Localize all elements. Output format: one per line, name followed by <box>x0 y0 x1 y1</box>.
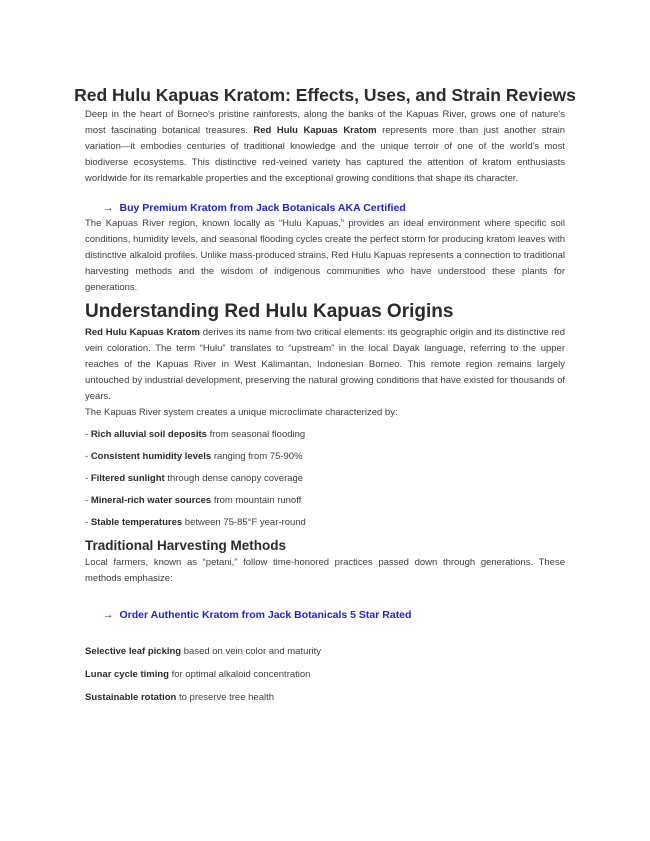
list-item <box>85 690 565 706</box>
list-item-term: Filtered sunlight <box>90 473 165 484</box>
list-item <box>85 667 565 683</box>
origins-strong: Red Hulu Kapuas Kratom <box>85 327 200 338</box>
list-item-desc: from mountain runoff <box>211 495 302 506</box>
list-item <box>85 515 565 531</box>
harvesting-list <box>85 644 565 706</box>
list-item-term: Selective leaf picking <box>85 646 182 657</box>
list-item <box>85 493 565 509</box>
list-item-desc: from seasonal flooding <box>206 429 306 440</box>
dash-marker: - <box>85 495 91 506</box>
intro-tail: represents more than just another strain variation—it embodies centuries of traditional knowledge and the unique terroir of one of the world's most biodiverse ecosystems. This distinctive red-veined variety has captured the attention of kratom enthusiasts worldwide for its remarkable properties and the exceptional growing conditions that shape its character. <box>85 125 565 184</box>
list-item-desc: between 75-85°F year-round <box>182 517 306 528</box>
dash-marker: - <box>85 517 91 528</box>
list-item-term: Sustainable rotation <box>85 692 177 703</box>
intro-strong: Red Hulu Kapuas Kratom <box>253 125 377 136</box>
list-item <box>85 427 565 443</box>
right-arrow-icon: → <box>103 202 114 214</box>
list-item <box>85 471 565 487</box>
list-item <box>85 449 565 465</box>
origins-paragraph <box>85 325 565 405</box>
region-paragraph: The Kapuas River region, known locally as “Hulu Kapuas,” provides an ideal environment where specific soil conditions, humidity levels, and seasonal flooding cycles create the perfect storm for producing kratom leaves with distinctive alkaloid profiles. Unlike mass-produced strains, Red Hulu Kapuas represents a connection to traditional harvesting methods and the wisdom of indigenous communities who have understood these plants for generations. <box>85 218 565 293</box>
list-item-desc: through dense canopy coverage <box>164 473 304 484</box>
microclimate-lead: The Kapuas River system creates a unique microclimate characterized by: <box>85 407 398 418</box>
list-item-desc: ranging from 75-90% <box>211 451 303 462</box>
intro-paragraph <box>85 107 565 187</box>
list-item-term: Lunar cycle timing <box>85 669 169 680</box>
intro-lead: Deep in the heart of Borneo's pristine rainforests, along the banks of the Kapuas River, grows one of nature's most fascinating botanical treasures. <box>85 109 565 136</box>
harvesting-heading: Traditional Harvesting Methods <box>85 538 287 553</box>
microclimate-list <box>85 427 565 531</box>
cta-row-order-authentic <box>103 607 565 623</box>
list-item-desc: based on vein color and maturity <box>181 646 322 657</box>
list-item-term: Stable temperatures <box>90 517 183 528</box>
list-item-term: Mineral-rich water sources <box>90 495 212 506</box>
list-item-term: Consistent humidity levels <box>90 451 212 462</box>
dash-marker: - <box>85 451 91 462</box>
right-arrow-icon: → <box>103 609 114 621</box>
cta-row-buy-premium <box>103 200 565 216</box>
list-item <box>85 644 565 660</box>
list-item-term: Rich alluvial soil deposits <box>90 429 207 440</box>
dash-marker: - <box>85 473 91 484</box>
cta-link-order-authentic[interactable]: Order Authentic Kratom from Jack Botanicals 5 Star Rated <box>119 609 412 621</box>
harvesting-lead: Local farmers, known as “petani,” follow time-honored practices passed down through generations. These methods emphasize: <box>85 557 565 584</box>
origins-heading: Understanding Red Hulu Kapuas Origins <box>85 301 454 322</box>
origins-tail: derives its name from two critical elements: its geographic origin and its distinctive red vein coloration. The term “Hulu” translates to “upstream” in the local Dayak language, referring to the upper reaches of the Kapuas River in West Kalimantan, Indonesian Borneo. This remote region remains largely untouched by industrial development, preserving the natural growing conditions that have existed for thousands of years. <box>85 327 566 402</box>
dash-marker: - <box>85 429 91 440</box>
list-item-desc: to preserve tree health <box>176 692 275 703</box>
list-item-desc: for optimal alkaloid concentration <box>168 669 311 680</box>
cta-link-buy-premium[interactable]: Buy Premium Kratom from Jack Botanicals AKA Certified <box>119 202 406 214</box>
page-title: Red Hulu Kapuas Kratom: Effects, Uses, and Strain Reviews <box>74 85 576 105</box>
